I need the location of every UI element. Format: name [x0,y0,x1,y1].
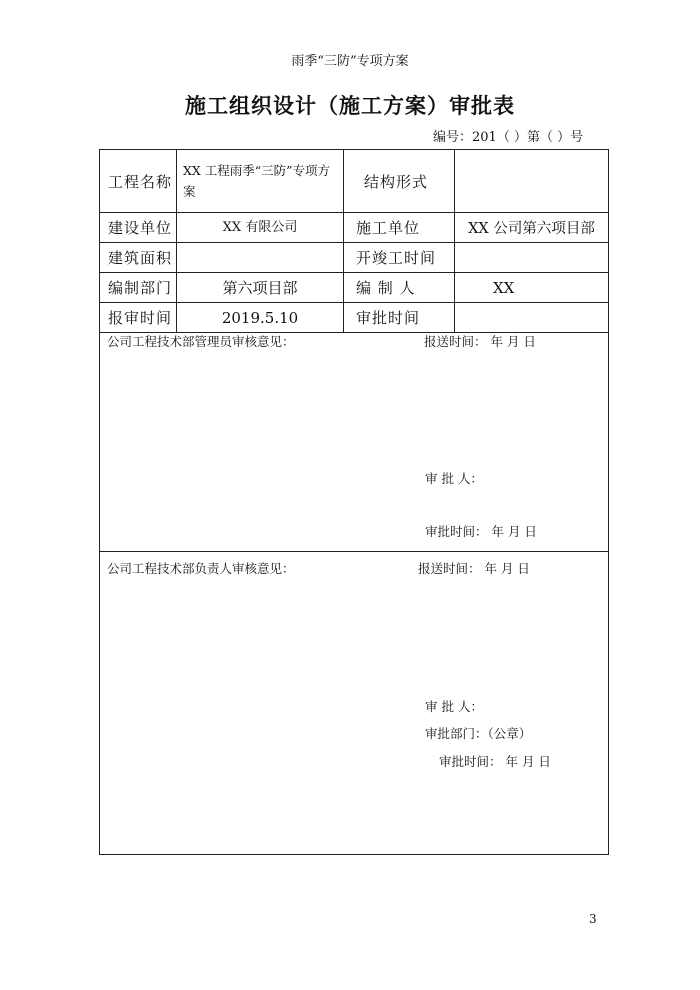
label-client: 建设单位 [100,213,177,243]
review-section-head [100,552,609,855]
document-number: 编号：201（ ）第（ ）号 [433,130,584,145]
table-row [100,150,609,213]
head-submit-time: 报送时间： 年 月 日 [418,561,530,576]
admin-submit-time: 报送时间： 年 月 日 [424,334,536,349]
head-opinion-label: 公司工程技术部负责人审核意见： [107,561,295,576]
approval-form-table [99,149,609,855]
label-structure-type: 结构形式 [344,150,455,213]
label-department: 编制部门 [100,273,177,303]
value-structure-type [455,150,609,213]
label-approval-time: 审批时间 [344,303,455,333]
value-start-end-time [455,243,609,273]
table-row [100,243,609,273]
page-title: 施工组织设计（施工方案）审批表 [185,93,515,118]
admin-opinion-label: 公司工程技术部管理员审核意见： [107,334,295,349]
label-building-area: 建筑面积 [100,243,177,273]
admin-approve-time: 审批时间： 年 月 日 [425,524,537,539]
value-client: XX 有限公司 [177,213,344,243]
table-row [100,273,609,303]
label-contractor: 施工单位 [344,213,455,243]
head-approver: 审 批 人： [425,699,483,714]
head-dept-seal: 审批部门：（公章） [425,726,532,741]
value-department: 第六项目部 [177,273,344,303]
value-contractor: XX 公司第六项目部 [455,213,609,243]
head-approve-time: 审批时间： 年 月 日 [439,754,551,769]
value-author: XX [455,273,609,303]
admin-approver: 审 批 人： [425,471,483,486]
value-submit-time: 2019.5.10 [177,303,344,333]
label-project-name: 工程名称 [100,150,177,213]
review-section-admin [100,333,609,552]
value-project-name: XX 工程雨季“三防”专项方案 [177,150,344,213]
label-author: 编 制 人 [344,273,455,303]
value-building-area [177,243,344,273]
label-submit-time: 报审时间 [100,303,177,333]
table-row [100,213,609,243]
table-row [100,303,609,333]
page-number: 3 [589,912,597,926]
label-start-end-time: 开竣工时间 [344,243,455,273]
value-approval-time [455,303,609,333]
page-header: 雨季“三防”专项方案 [291,54,409,69]
